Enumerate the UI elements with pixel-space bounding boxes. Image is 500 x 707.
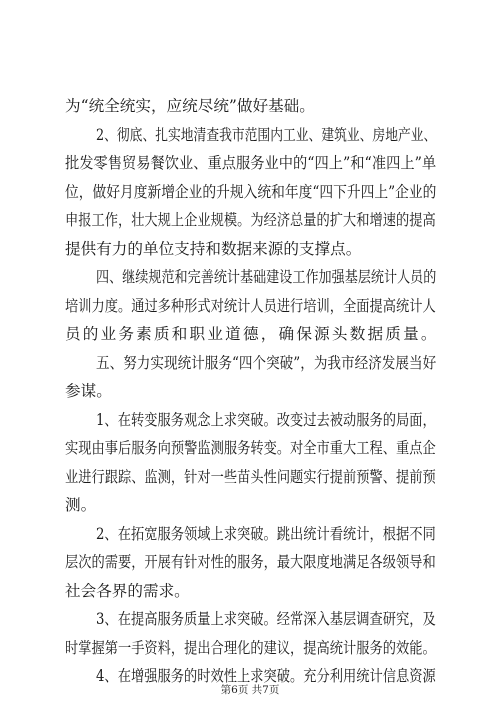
text-line: 为“统全统实，应统尽统”做好基础。: [65, 97, 315, 115]
text-line: 社会各界的需求。: [65, 582, 190, 600]
text-line: 2、彻底、扎实地清查我市范围内工业、建筑业、房地产业、: [96, 126, 437, 144]
text-line: 批发零售贸易餐饮业、重点服务业中的“四上”和“准四上”单: [65, 154, 437, 172]
text-line: 位，做好月度新增企业的升规入统和年度“四下升四上”企业的: [65, 183, 437, 201]
text-line: 实现由事后服务向预警监测服务转变。对全市重大工程、重点企: [65, 439, 436, 457]
text-line: 测。: [65, 496, 97, 514]
page-footer: 第6页 共7页: [220, 684, 280, 696]
text-line: 参谋。: [65, 382, 112, 400]
text-line: 员的业务素质和职业道德，确保源头数据质量。: [65, 325, 439, 343]
text-line: 四、继续规范和完善统计基础建设工作加强基层统计人员的: [96, 268, 437, 286]
text-line: 培训力度。通过多种形式对统计人员进行培训，全面提高统计人: [65, 297, 436, 315]
text-line: 申报工作，壮大规上企业规模。为经济总量的扩大和增速的提高: [65, 211, 436, 229]
text-line: 时掌握第一手资料，提出合理化的建议，提高统计服务的效能。: [65, 639, 436, 657]
text-line: 业进行跟踪、监测，针对一些苗头性问题实行提前预警、提前预: [65, 468, 436, 486]
text-line: 五、努力实现统计服务“四个突破”，为我市经济发展当好: [96, 354, 437, 372]
text-line: 3、在提高服务质量上求突破。经常深入基层调查研究，及: [96, 610, 436, 628]
text-line: 层次的需要，开展有针对性的服务，最大限度地满足各级领导和: [65, 553, 436, 571]
text-line: 提供有力的单位支持和数据来源的支撑点。: [65, 240, 362, 258]
text-line: 1、在转变服务观念上求突破。改变过去被动服务的局面，: [96, 411, 436, 429]
text-line: 2、在拓宽服务领域上求突破。跳出统计看统计，根据不同: [96, 525, 436, 543]
text-line: 4、在增强服务的时效性上求突破。充分利用统计信息资源: [96, 667, 436, 685]
